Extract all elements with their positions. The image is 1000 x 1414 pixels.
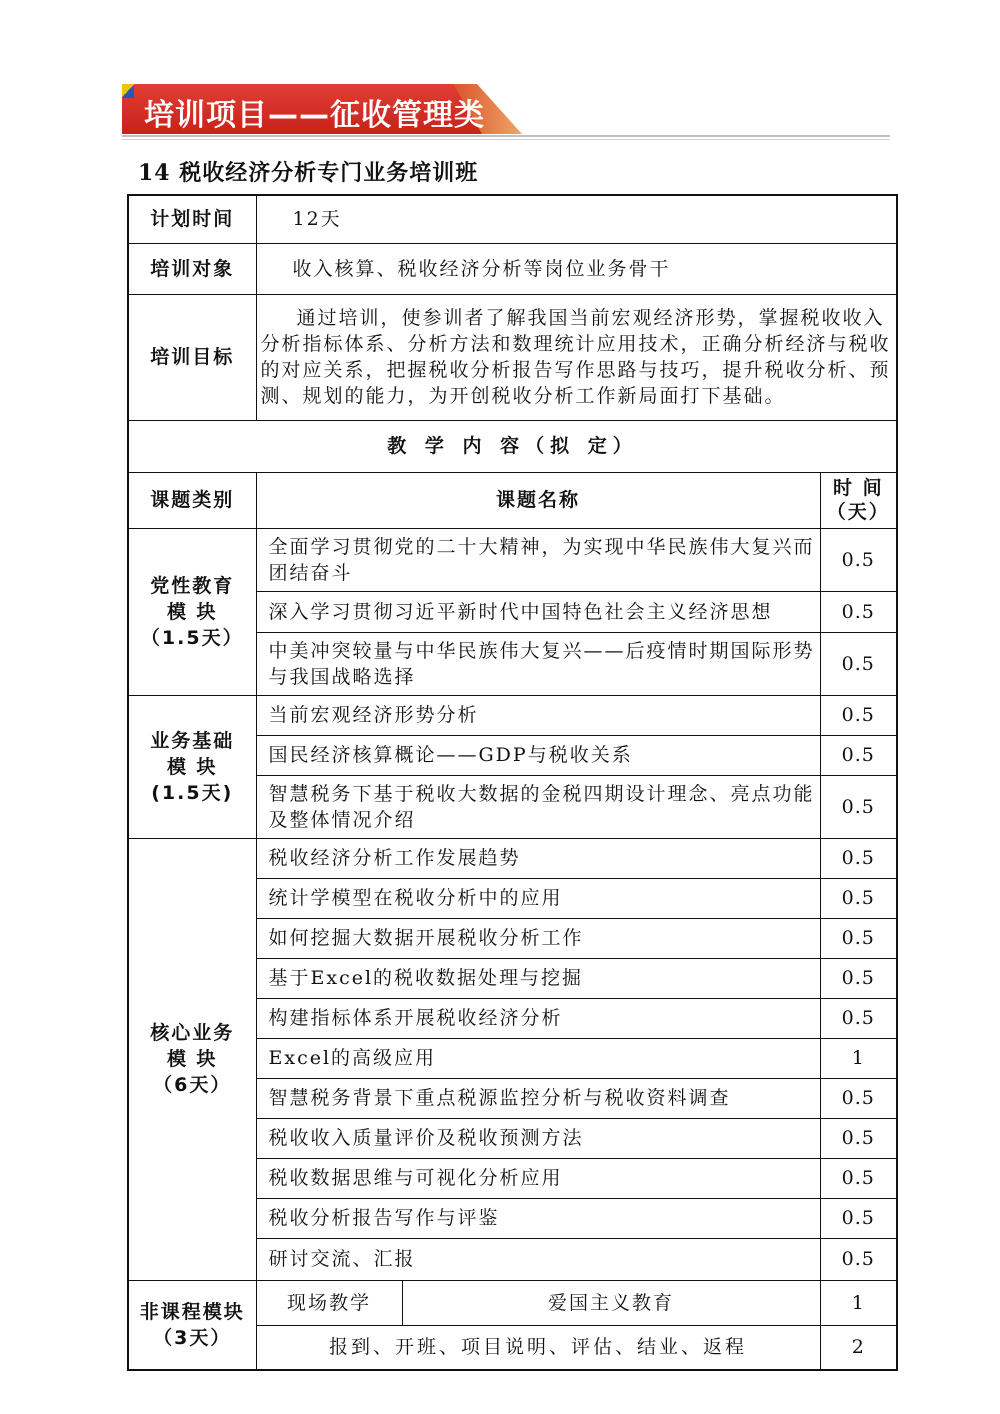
course-time: 0.5 [820,918,897,958]
goal-label: 培训目标 [128,294,256,420]
table-row [128,1280,897,1325]
course-name: 如何挖掘大数据开展税收分析工作 [256,918,820,958]
course-name: 当前宏观经济形势分析 [256,695,820,735]
content-header-row [128,420,897,472]
course-time: 0.5 [820,1118,897,1158]
course-name: 全面学习贯彻党的二十大精神，为实现中华民族伟大复兴而团结奋斗 [256,528,820,591]
section-banner [122,84,892,142]
plan-label: 计划时间 [128,195,256,243]
plan-row [128,195,897,243]
column-time-line1: 时 间 [832,477,884,499]
course-name: 国民经济核算概论——GDP与税收关系 [256,735,820,775]
column-time-line2: （天） [826,501,890,523]
module-label-line: （3天） [153,1326,232,1349]
course-name: 中美冲突较量与中华民族伟大复兴——后疫情时期国际形势与我国战略选择 [256,632,820,695]
course-name: 税收经济分析工作发展趋势 [256,838,820,878]
course-time: 0.5 [820,591,897,632]
course-time: 0.5 [820,695,897,735]
course-time: 0.5 [820,775,897,838]
course-time: 0.5 [820,878,897,918]
course-title: 14 税收经济分析专门业务培训班 [138,160,479,186]
module-business-label [128,695,256,838]
course-time: 0.5 [820,632,897,695]
module-label-line: 非课程模块 [139,1300,245,1323]
module-party-label [128,528,256,695]
table-row [128,695,897,735]
module-label-line: 模 块 [166,600,218,623]
plan-value: 12天 [256,195,897,243]
column-category: 课题类别 [128,472,256,528]
module-label-line: （6天） [153,1074,232,1096]
column-name: 课题名称 [256,472,820,528]
module-label-line: 模 块 [166,1048,218,1070]
column-header-row [128,472,897,528]
course-name: 研讨交流、汇报 [256,1238,820,1280]
module-noncourse-label [128,1280,256,1370]
activity-name: 报到、开班、项目说明、评估、结业、返程 [256,1325,820,1370]
course-time: 0.5 [820,528,897,591]
course-time: 1 [820,1280,897,1325]
audience-label: 培训对象 [128,243,256,294]
course-time: 0.5 [820,1198,897,1238]
course-time: 0.5 [820,1238,897,1280]
course-time: 0.5 [820,998,897,1038]
content-header: 教 学 内 容（拟 定） [128,420,897,472]
course-name: 基于Excel的税收数据处理与挖掘 [256,958,820,998]
banner-divider-thin [122,139,890,140]
course-time: 0.5 [820,735,897,775]
audience-value: 收入核算、税收经济分析等岗位业务骨干 [256,243,897,294]
module-core-label [128,838,256,1280]
activity-type: 现场教学 [256,1280,402,1325]
module-label-line: 业务基础 [150,729,235,752]
column-time [820,472,897,528]
course-time: 2 [820,1325,897,1370]
activity-name: 爱国主义教育 [402,1280,820,1325]
course-time: 0.5 [820,958,897,998]
course-name: 统计学模型在税收分析中的应用 [256,878,820,918]
course-time: 0.5 [820,838,897,878]
banner-corner-decoration [122,84,134,98]
course-table [127,194,898,1371]
banner-title: 培训项目——征收管理类 [144,98,485,133]
course-name: 智慧税务下基于税收大数据的金税四期设计理念、亮点功能及整体情况介绍 [256,775,820,838]
course-name: 智慧税务背景下重点税源监控分析与税收资料调查 [256,1078,820,1118]
course-time: 1 [820,1038,897,1078]
audience-row [128,243,897,294]
course-name: 税收分析报告写作与评鉴 [256,1198,820,1238]
course-name: 税收数据思维与可视化分析应用 [256,1158,820,1198]
table-row [128,838,897,878]
course-time: 0.5 [820,1078,897,1118]
banner-divider [122,135,890,137]
module-label-line: 模 块 [166,755,218,778]
module-label-line: (1.5天) [151,781,234,804]
goal-value: 通过培训，使参训者了解我国当前宏观经济形势，掌握税收收入分析指标体系、分析方法和数理统计应用技术，正确分析经济与税收的对应关系，把握税收分析报告写作思路与技巧，提升税收分析、预测、规划的能力，为开创税收分析工作新局面打下基础。 [256,294,897,420]
course-time: 0.5 [820,1158,897,1198]
module-label-line: 核心业务 [150,1022,235,1044]
module-label-line: （1.5天） [140,626,244,649]
course-name: 税收收入质量评价及税收预测方法 [256,1118,820,1158]
course-name: 深入学习贯彻习近平新时代中国特色社会主义经济思想 [256,591,820,632]
course-name: Excel的高级应用 [256,1038,820,1078]
module-label-line: 党性教育 [150,574,235,597]
goal-row [128,294,897,420]
course-name: 构建指标体系开展税收经济分析 [256,998,820,1038]
table-row [128,528,897,591]
